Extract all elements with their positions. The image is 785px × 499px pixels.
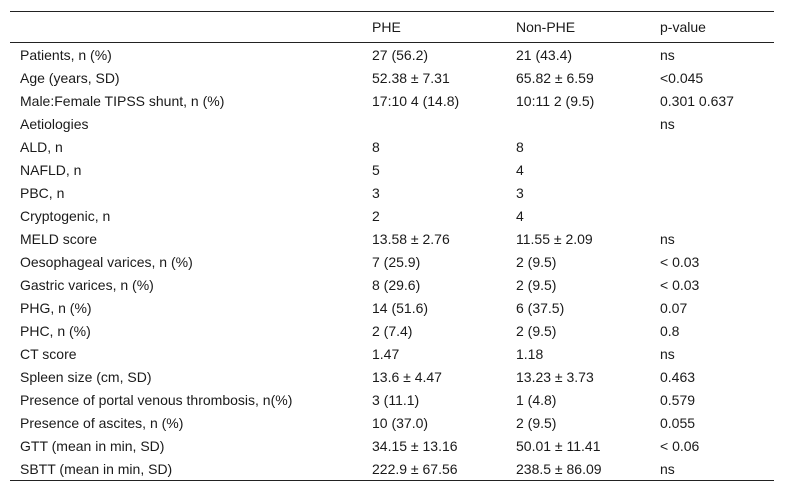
table-row bbox=[10, 250, 774, 273]
data-table bbox=[10, 11, 774, 481]
non-phe-value: 13.23 ± 3.73 bbox=[516, 368, 594, 385]
non-phe-value bbox=[506, 112, 650, 135]
table-row bbox=[10, 227, 774, 250]
non-phe-value: 238.5 ± 86.09 bbox=[506, 457, 650, 481]
header-label-empty bbox=[10, 12, 362, 43]
p-value: 0.579 bbox=[660, 391, 696, 408]
phe-value: 3 bbox=[372, 184, 380, 201]
table-row bbox=[10, 112, 774, 135]
phe-value: 2 (7.4) bbox=[372, 322, 413, 339]
non-phe-value: 8 bbox=[516, 138, 524, 155]
row-label: Age (years, SD) bbox=[20, 69, 120, 86]
p-value: 0.8 bbox=[660, 322, 680, 339]
p-value: 0.07 bbox=[660, 299, 688, 316]
non-phe-value: 1.18 bbox=[516, 345, 544, 362]
table-row bbox=[10, 365, 774, 388]
row-label: MELD score bbox=[20, 230, 98, 247]
non-phe-value: 2 (9.5) bbox=[516, 253, 557, 270]
phe-value: 34.15 ± 13.16 bbox=[372, 437, 458, 454]
header-row bbox=[10, 12, 774, 43]
non-phe-value: 4 bbox=[516, 207, 524, 224]
phe-value: 7 (25.9) bbox=[372, 253, 421, 270]
non-phe-value: 1 (4.8) bbox=[516, 391, 557, 408]
table-row bbox=[10, 434, 774, 457]
phe-value bbox=[362, 112, 506, 135]
table-row bbox=[10, 43, 774, 67]
p-value: 0.055 bbox=[660, 414, 696, 431]
phe-value: 14 (51.6) bbox=[372, 299, 429, 316]
table-row bbox=[10, 204, 774, 227]
row-label: PBC, n bbox=[20, 184, 65, 201]
phe-value: 8 bbox=[372, 138, 380, 155]
p-value bbox=[650, 135, 774, 158]
p-value: ns bbox=[650, 457, 774, 481]
p-value: < 0.03 bbox=[660, 253, 700, 270]
phe-value: 17:10 4 (14.8) bbox=[372, 92, 460, 109]
p-value: 0.301 0.637 bbox=[660, 92, 734, 109]
row-label: Oesophageal varices, n (%) bbox=[20, 253, 193, 270]
table-row bbox=[10, 296, 774, 319]
phe-value: 1.47 bbox=[372, 345, 400, 362]
row-label: PHG, n (%) bbox=[20, 299, 92, 316]
non-phe-value: 65.82 ± 6.59 bbox=[516, 69, 594, 86]
p-value bbox=[650, 181, 774, 204]
phe-value: 8 (29.6) bbox=[372, 276, 421, 293]
row-label: Gastric varices, n (%) bbox=[20, 276, 154, 293]
p-value: ns bbox=[660, 230, 675, 247]
row-label: Spleen size (cm, SD) bbox=[20, 368, 152, 385]
non-phe-value: 11.55 ± 2.09 bbox=[516, 230, 593, 247]
phe-value: 13.6 ± 4.47 bbox=[372, 368, 442, 385]
p-value: < 0.03 bbox=[660, 276, 700, 293]
phe-value: 13.58 ± 2.76 bbox=[372, 230, 450, 247]
row-label: GTT (mean in min, SD) bbox=[20, 437, 165, 454]
header-phe: PHE bbox=[362, 12, 506, 43]
p-value: ns bbox=[660, 46, 675, 63]
row-label: Patients, n (%) bbox=[20, 46, 112, 63]
table-row bbox=[10, 342, 774, 365]
row-label: PHC, n (%) bbox=[20, 322, 91, 339]
table-row bbox=[10, 66, 774, 89]
row-label: Presence of portal venous thrombosis, n(%) bbox=[20, 391, 293, 408]
non-phe-value: 6 (37.5) bbox=[516, 299, 565, 316]
non-phe-value: 50.01 ± 11.41 bbox=[516, 437, 601, 454]
table-row bbox=[10, 411, 774, 434]
non-phe-value: 2 (9.5) bbox=[516, 322, 557, 339]
phe-value: 52.38 ± 7.31 bbox=[372, 69, 450, 86]
table-row bbox=[10, 457, 774, 481]
row-label: NAFLD, n bbox=[20, 161, 82, 178]
table-row bbox=[10, 319, 774, 342]
table-header bbox=[10, 12, 774, 43]
row-label: Male:Female TIPSS shunt, n (%) bbox=[20, 92, 225, 109]
non-phe-value: 3 bbox=[516, 184, 524, 201]
row-label: Presence of ascites, n (%) bbox=[20, 414, 184, 431]
p-value: ns bbox=[660, 115, 675, 132]
p-value: ns bbox=[660, 345, 675, 362]
phe-value: 10 (37.0) bbox=[372, 414, 429, 431]
header-p-value: p-value bbox=[650, 12, 774, 43]
p-value bbox=[650, 204, 774, 227]
phe-value: 5 bbox=[372, 161, 380, 178]
non-phe-value: 2 (9.5) bbox=[516, 414, 557, 431]
phe-value: 27 (56.2) bbox=[372, 46, 429, 63]
row-label: CT score bbox=[20, 345, 77, 362]
non-phe-value: 4 bbox=[516, 161, 524, 178]
table-row bbox=[10, 158, 774, 181]
table-row bbox=[10, 135, 774, 158]
non-phe-value: 10:11 2 (9.5) bbox=[516, 92, 595, 109]
phe-value: 222.9 ± 67.56 bbox=[362, 457, 506, 481]
row-label: Cryptogenic, n bbox=[20, 207, 111, 224]
phe-value: 2 bbox=[372, 207, 380, 224]
table-row bbox=[10, 273, 774, 296]
table-row bbox=[10, 181, 774, 204]
phe-value: 3 (11.1) bbox=[372, 391, 420, 408]
non-phe-value: 21 (43.4) bbox=[516, 46, 573, 63]
p-value: 0.463 bbox=[660, 368, 696, 385]
row-label: Aetiologies bbox=[20, 115, 89, 132]
table-row bbox=[10, 89, 774, 112]
header-non-phe: Non-PHE bbox=[506, 12, 650, 43]
table-row bbox=[10, 388, 774, 411]
p-value: < 0.06 bbox=[660, 437, 700, 454]
p-value: <0.045 bbox=[660, 69, 704, 86]
row-label: ALD, n bbox=[20, 138, 63, 155]
p-value bbox=[650, 158, 774, 181]
non-phe-value: 2 (9.5) bbox=[516, 276, 557, 293]
row-label: SBTT (mean in min, SD) bbox=[10, 457, 362, 481]
table-body bbox=[10, 43, 774, 481]
